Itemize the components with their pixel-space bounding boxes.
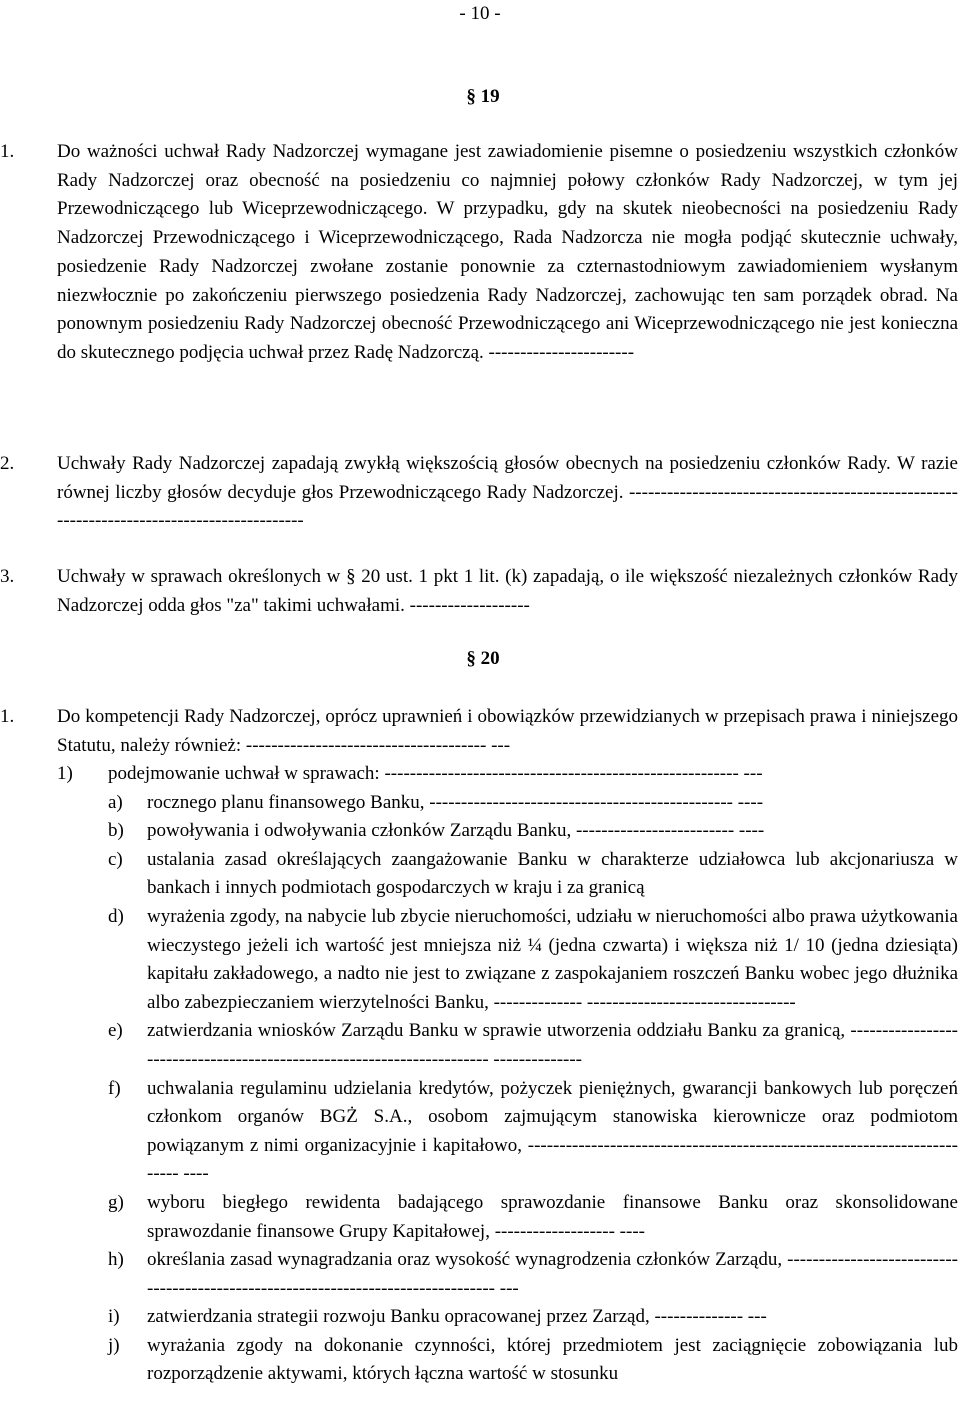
list-item-label: c) — [108, 848, 123, 870]
list-item-text: uchwalania regulaminu udzielania kredytów, pożyczek pieniężnych, gwarancji bankowych lub poręczeń członkom organów BGŻ S.A., osobom zajmującym stanowiska kierownicze oraz podmiotom powiązanym z nimi organizacyjnie i kapitałowo, ------------------------------------------------------------------------- ---- — [147, 1077, 958, 1185]
list-item-text: powoływania i odwoływania członków Zarządu Banku, ------------------------- ---- — [147, 820, 765, 842]
list-item-label: e) — [108, 1020, 123, 1042]
list-item-h — [0, 1246, 958, 1303]
list-item-text: podejmowanie uchwał w sprawach: -------------------------------------------------------- --- — [108, 763, 763, 784]
paragraph-number: 1. — [0, 706, 15, 727]
paragraph-19-2 — [0, 450, 958, 536]
list-item-text: zatwierdzania wniosków Zarządu Banku w sprawie utworzenia oddziału Banku za granicą, ----------------------------------------------------------------------- -------------- — [147, 1020, 958, 1070]
list-item-label: i) — [108, 1306, 120, 1328]
list-item-text: wyrażania zgody na dokonanie czynności, której przedmiotem jest zaciągnięcie zobowiązania lub rozporządzenie aktywami, których łączna wartość w stosunku — [147, 1334, 958, 1385]
list-item-text: ustalania zasad określających zaangażowanie Banku w charakterze udziałowca lub akcjonariusza w bankach i innych podmiotach gospodarczych w kraju i za granicą — [147, 848, 958, 899]
paragraph-number: 2. — [0, 453, 15, 474]
list-item-b — [0, 817, 958, 846]
list-item-i — [0, 1303, 958, 1332]
list-item-f — [0, 1075, 958, 1189]
paragraph-number: 1. — [0, 141, 15, 162]
list-item-text: wyboru biegłego rewidenta badającego sprawozdanie finansowe Banku oraz skonsolidowane sprawozdanie finansowe Grupy Kapitałowej, ------------------- ---- — [147, 1191, 958, 1242]
paragraph-20-1 — [0, 703, 958, 760]
paragraph-19-1 — [0, 138, 958, 368]
list-item-a — [0, 789, 958, 818]
paragraph-number: 3. — [0, 566, 15, 587]
competence-list — [0, 760, 958, 1389]
section-heading-19-text: § 19 — [466, 86, 500, 107]
list-item-label: f) — [108, 1077, 121, 1099]
list-item-point-1 — [0, 760, 958, 789]
list-item-text: zatwierdzania strategii rozwoju Banku opracowanej przez Zarząd, -------------- --- — [147, 1306, 767, 1328]
paragraph-text: Uchwały Rady Nadzorczej zapadają zwykłą większością głosów obecnych na posiedzeniu członków Rady. W razie równej liczby głosów decyduje głos Przewodniczącego Rady Nadzorczej. ------------------------------------------------------------------------------------------- — [57, 453, 958, 532]
paragraph-19-3 — [0, 563, 958, 620]
list-item-d — [0, 903, 958, 1017]
list-item-e — [0, 1017, 958, 1074]
list-item-label: b) — [108, 820, 124, 842]
paragraph-text: Uchwały w sprawach określonych w § 20 ust. 1 pkt 1 lit. (k) zapadają, o ile większość niezależnych członków Rady Nadzorczej odda głos "za" takimi uchwałami. ------------------- — [57, 566, 958, 616]
paragraph-text: Do kompetencji Rady Nadzorczej, oprócz uprawnień i obowiązków przewidzianych w przepisach prawa i niniejszego Statutu, należy również: -------------------------------------- --- — [57, 706, 958, 756]
list-item-text: określania zasad wynagradzania oraz wysokość wynagrodzenia członków Zarządu, ---------------------------------------------------------------------------------- --- — [147, 1249, 958, 1299]
list-item-label: a) — [108, 791, 123, 813]
section-heading-20 — [0, 648, 960, 670]
list-item-label: 1) — [57, 763, 73, 784]
list-item-text: rocznego planu finansowego Banku, ------------------------------------------------ ---- — [147, 791, 764, 813]
list-item-label: h) — [108, 1249, 124, 1271]
list-item-g — [0, 1189, 958, 1246]
list-item-label: d) — [108, 905, 124, 927]
list-item-label: j) — [108, 1334, 120, 1356]
list-item-text: wyrażenia zgody, na nabycie lub zbycie nieruchomości, udziału w nieruchomości albo prawa użytkowania wieczystego jeżeli ich wartość jest mniejsza niż ¼ (jedna czwarta) i większa niż 1/ 10 (jedna dziesiąta) kapitału zakładowego, a nadto nie jest to związane z zaspokajaniem roszczeń Banku wobec jego dłużnika albo zabezpieczaniem wierzytelności Banku, -------------- --------------------------------- — [147, 905, 958, 1013]
list-item-j — [0, 1332, 958, 1389]
section-heading-19 — [0, 86, 960, 108]
list-item-c — [0, 846, 958, 903]
paragraph-text: Do ważności uchwał Rady Nadzorczej wymagane jest zawiadomienie pisemne o posiedzeniu wszystkich członków Rady Nadzorczej oraz obecność na posiedzeniu co najmniej połowy członków Rady Nadzorczej, w tym jej Przewodniczącego lub Wiceprzewodniczącego. W przypadku, gdy na skutek nieobecności na posiedzeniu Rady Nadzorczej Przewodniczącego i Wiceprzewodniczącego, Rada Nadzorcza nie mogła podjąć skutecznie uchwały, posiedzenie Rady Nadzorczej zwołane zostanie ponownie za czternastodniowym zawiadomieniem wysłanym niezwłocznie po zakończeniu pierwszego posiedzenia Rady Nadzorczej, zachowując ten sam porządek obrad. Na ponownym posiedzeniu Rady Nadzorczej obecność Przewodniczącego ani Wiceprzewodniczącego nie jest konieczna do skutecznego podjęcia uchwał przez Radę Nadzorczą. ----------------------- — [57, 141, 958, 363]
list-item-label: g) — [108, 1191, 124, 1213]
section-heading-20-text: § 20 — [466, 648, 500, 669]
page-number: - 10 - — [459, 3, 501, 24]
